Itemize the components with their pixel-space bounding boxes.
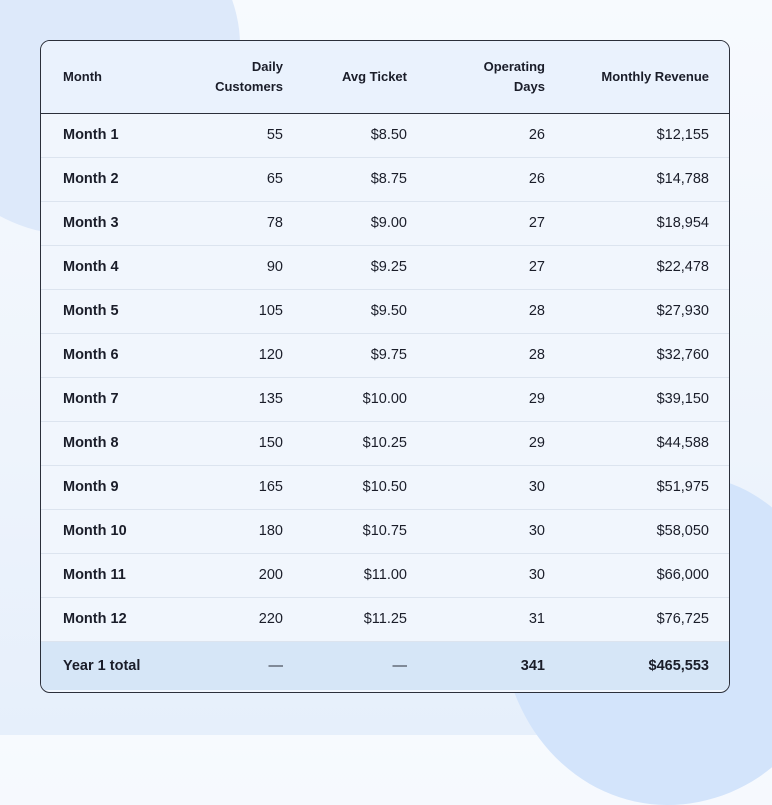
cell-operating-days: 26 (407, 157, 545, 201)
cell-month: Month 11 (41, 553, 173, 597)
table-row (41, 509, 730, 553)
cell-operating-days: 28 (407, 333, 545, 377)
table-row (41, 421, 730, 465)
total-monthly-revenue: $465,553 (648, 657, 709, 674)
cell-month: Month 8 (41, 421, 173, 465)
cell-avg-ticket: $9.50 (283, 289, 407, 333)
cell-operating-days: 30 (407, 509, 545, 553)
cell-monthly-revenue: $76,725 (545, 597, 730, 641)
cell-monthly-revenue: $58,050 (545, 509, 730, 553)
cell-monthly-revenue: $44,588 (545, 421, 730, 465)
cell-month: Month 1 (41, 113, 173, 157)
cell-operating-days: 26 (407, 113, 545, 157)
header-row (41, 41, 730, 113)
cell-avg-ticket: $10.50 (283, 465, 407, 509)
cell-month: Month 9 (41, 465, 173, 509)
header-avg-ticket: Avg Ticket (283, 41, 407, 113)
header-operating-days: Operating Days (407, 41, 545, 113)
cell-avg-ticket: $11.00 (283, 553, 407, 597)
cell-operating-days: 27 (407, 201, 545, 245)
table-row (41, 157, 730, 201)
table-row (41, 245, 730, 289)
cell-monthly-revenue: $39,150 (545, 377, 730, 421)
total-operating-days: 341 (520, 657, 545, 674)
cell-daily-customers: 200 (173, 553, 283, 597)
cell-monthly-revenue: $22,478 (545, 245, 730, 289)
table-header (41, 41, 730, 113)
cell-daily-customers: 120 (173, 333, 283, 377)
table-row (41, 377, 730, 421)
table-row (41, 113, 730, 157)
header-daily-customers: Daily Customers (173, 41, 283, 113)
cell-avg-ticket: $11.25 (283, 597, 407, 641)
cell-daily-customers: 90 (173, 245, 283, 289)
cell-monthly-revenue: $27,930 (545, 289, 730, 333)
total-avg-ticket: — (392, 657, 407, 674)
cell-month: Month 7 (41, 377, 173, 421)
cell-daily-customers: 65 (173, 157, 283, 201)
cell-daily-customers: 55 (173, 113, 283, 157)
cell-operating-days: 27 (407, 245, 545, 289)
cell-avg-ticket: $8.50 (283, 113, 407, 157)
table-row (41, 465, 730, 509)
cell-monthly-revenue: $66,000 (545, 553, 730, 597)
cell-monthly-revenue: $18,954 (545, 201, 730, 245)
table-row (41, 201, 730, 245)
cell-avg-ticket: $8.75 (283, 157, 407, 201)
cell-daily-customers: 220 (173, 597, 283, 641)
header-month: Month (41, 41, 173, 113)
cell-month: Month 3 (41, 201, 173, 245)
cell-operating-days: 30 (407, 553, 545, 597)
cell-avg-ticket: $10.25 (283, 421, 407, 465)
cell-daily-customers: 105 (173, 289, 283, 333)
table-row (41, 333, 730, 377)
cell-avg-ticket: $9.00 (283, 201, 407, 245)
cell-daily-customers: 135 (173, 377, 283, 421)
cell-operating-days: 29 (407, 421, 545, 465)
cell-daily-customers: 150 (173, 421, 283, 465)
table-row (41, 597, 730, 641)
cell-monthly-revenue: $32,760 (545, 333, 730, 377)
table-row (41, 289, 730, 333)
table-row (41, 553, 730, 597)
cell-avg-ticket: $9.25 (283, 245, 407, 289)
cell-operating-days: 29 (407, 377, 545, 421)
cell-daily-customers: 180 (173, 509, 283, 553)
cell-operating-days: 31 (407, 597, 545, 641)
cell-month: Month 12 (41, 597, 173, 641)
cell-daily-customers: 78 (173, 201, 283, 245)
total-daily-customers: — (268, 657, 283, 674)
cell-avg-ticket: $10.75 (283, 509, 407, 553)
revenue-table (41, 41, 730, 690)
table-body (41, 113, 730, 690)
cell-month: Month 4 (41, 245, 173, 289)
header-monthly-revenue: Monthly Revenue (545, 41, 730, 113)
cell-monthly-revenue: $12,155 (545, 113, 730, 157)
cell-avg-ticket: $9.75 (283, 333, 407, 377)
cell-monthly-revenue: $14,788 (545, 157, 730, 201)
total-label: Year 1 total (63, 657, 141, 674)
cell-daily-customers: 165 (173, 465, 283, 509)
revenue-table-card (40, 40, 730, 693)
cell-avg-ticket: $10.00 (283, 377, 407, 421)
cell-operating-days: 28 (407, 289, 545, 333)
cell-month: Month 5 (41, 289, 173, 333)
cell-month: Month 10 (41, 509, 173, 553)
cell-month: Month 2 (41, 157, 173, 201)
cell-operating-days: 30 (407, 465, 545, 509)
total-row (41, 641, 730, 690)
cell-month: Month 6 (41, 333, 173, 377)
cell-monthly-revenue: $51,975 (545, 465, 730, 509)
